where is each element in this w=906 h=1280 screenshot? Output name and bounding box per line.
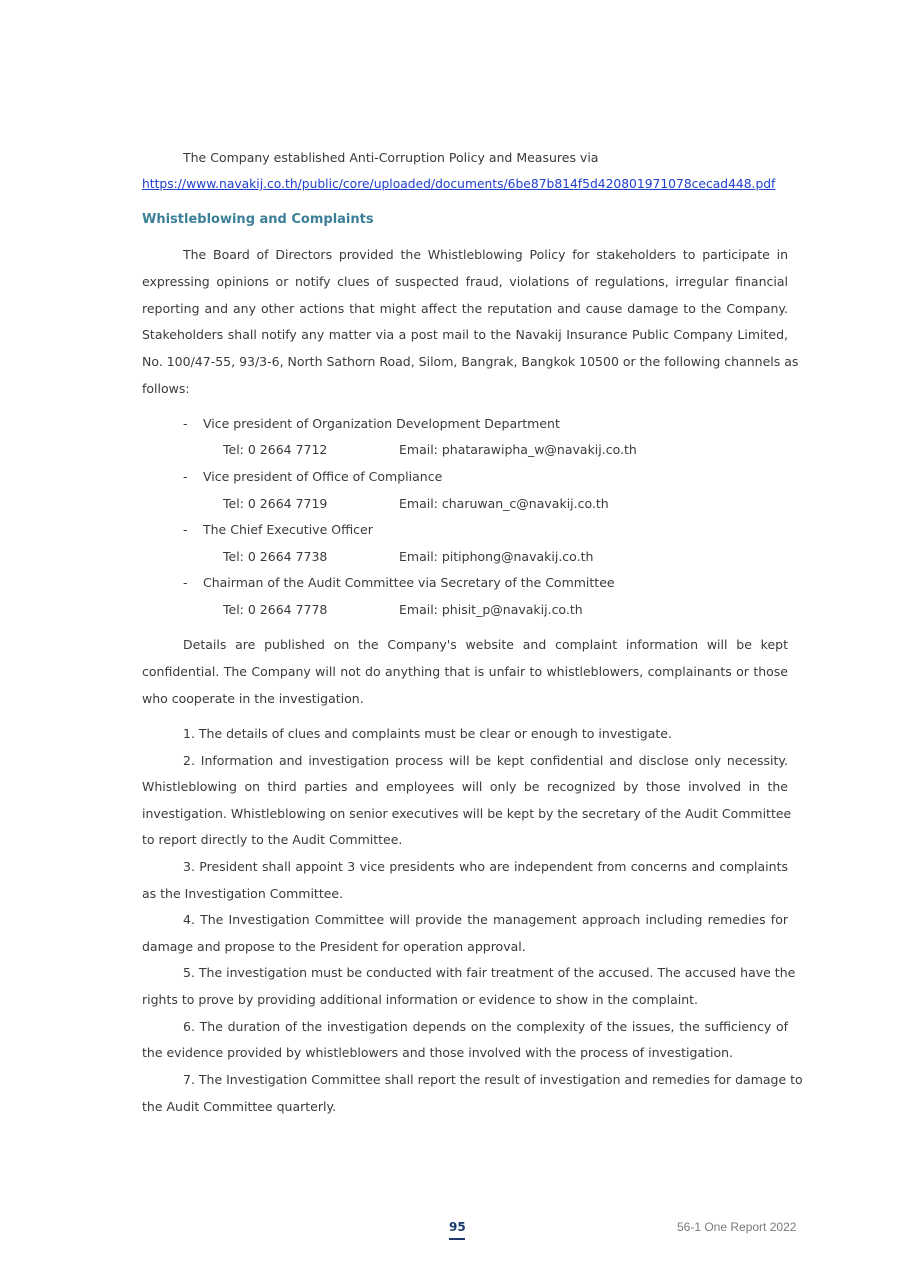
numbered-item: 5. The investigation must be conducted with fair treatment of the accused. The accused have the — [183, 965, 796, 980]
paragraph-line: expressing opinions or notify clues of suspected fraud, violations of regulations, irregular financial — [142, 274, 788, 289]
contact-email: Email: pitiphong@navakij.co.th — [399, 549, 594, 564]
paragraph-line: Details are published on the Company's website and complaint information will be kept — [183, 637, 788, 652]
policy-link[interactable]: https://www.navakij.co.th/public/core/uploaded/documents/6be87b814f5d420801971078cecad448.pdf — [142, 177, 776, 191]
numbered-item: 3. President shall appoint 3 vice presidents who are independent from concerns and complaints — [183, 859, 788, 874]
numbered-item-line: as the Investigation Committee. — [142, 886, 344, 901]
contact-tel: Tel: 0 2664 7719 — [223, 496, 328, 511]
numbered-item-line: the Audit Committee quarterly. — [142, 1099, 337, 1114]
contact-tel: Tel: 0 2664 7712 — [223, 442, 328, 457]
numbered-item-line: rights to prove by providing additional information or evidence to show in the complaint. — [142, 992, 699, 1007]
intro-text: The Company established Anti-Corruption Policy and Measures via — [183, 150, 599, 165]
contact-title: Vice president of Organization Development Department — [203, 416, 560, 431]
contact-tel: Tel: 0 2664 7778 — [223, 602, 328, 617]
page-number-underline — [449, 1238, 465, 1240]
numbered-item: 2. Information and investigation process will be kept confidential and disclose only necessity. — [183, 753, 788, 768]
paragraph-line: confidential. The Company will not do anything that is unfair to whistleblowers, complainants or those — [142, 664, 788, 679]
paragraph-line: No. 100/47-55, 93/3-6, North Sathorn Road, Silom, Bangrak, Bangkok 10500 or the following channels as — [142, 354, 799, 369]
numbered-item: 1. The details of clues and complaints must be clear or enough to investigate. — [183, 726, 672, 741]
numbered-item: 4. The Investigation Committee will provide the management approach including remedies for — [183, 912, 788, 927]
paragraph-line: Stakeholders shall notify any matter via a post mail to the Navakij Insurance Public Company Limited, — [142, 327, 788, 342]
numbered-item-line: to report directly to the Audit Committee. — [142, 832, 403, 847]
numbered-item-line: Whistleblowing on third parties and employees will only be recognized by those involved in the — [142, 779, 788, 794]
paragraph-line: follows: — [142, 381, 190, 396]
numbered-item: 7. The Investigation Committee shall report the result of investigation and remedies for damage to — [183, 1072, 803, 1087]
list-bullet: - — [183, 469, 188, 484]
contact-title: Chairman of the Audit Committee via Secretary of the Committee — [203, 575, 615, 590]
numbered-item-line: damage and propose to the President for operation approval. — [142, 939, 526, 954]
page-number: 95 — [449, 1220, 466, 1234]
contact-tel: Tel: 0 2664 7738 — [223, 549, 328, 564]
paragraph-line: who cooperate in the investigation. — [142, 691, 364, 706]
list-bullet: - — [183, 522, 188, 537]
numbered-item: 6. The duration of the investigation depends on the complexity of the issues, the sufficiency of — [183, 1019, 788, 1034]
list-bullet: - — [183, 575, 188, 590]
contact-title: The Chief Executive Officer — [203, 522, 373, 537]
numbered-item-line: investigation. Whistleblowing on senior executives will be kept by the secretary of the Audit Committee — [142, 806, 792, 821]
numbered-item-line: the evidence provided by whistleblowers and those involved with the process of investigation. — [142, 1045, 734, 1060]
contact-email: Email: charuwan_c@navakij.co.th — [399, 496, 609, 511]
contact-email: Email: phisit_p@navakij.co.th — [399, 602, 583, 617]
paragraph-line: The Board of Directors provided the Whistleblowing Policy for stakeholders to participate in — [183, 247, 788, 262]
contact-email: Email: phatarawipha_w@navakij.co.th — [399, 442, 637, 457]
report-name: 56-1 One Report 2022 — [677, 1220, 797, 1234]
list-bullet: - — [183, 416, 188, 431]
section-heading: Whistleblowing and Complaints — [142, 212, 374, 227]
contact-title: Vice president of Office of Compliance — [203, 469, 443, 484]
paragraph-line: reporting and any other actions that might affect the reputation and cause damage to the Company. — [142, 301, 788, 316]
